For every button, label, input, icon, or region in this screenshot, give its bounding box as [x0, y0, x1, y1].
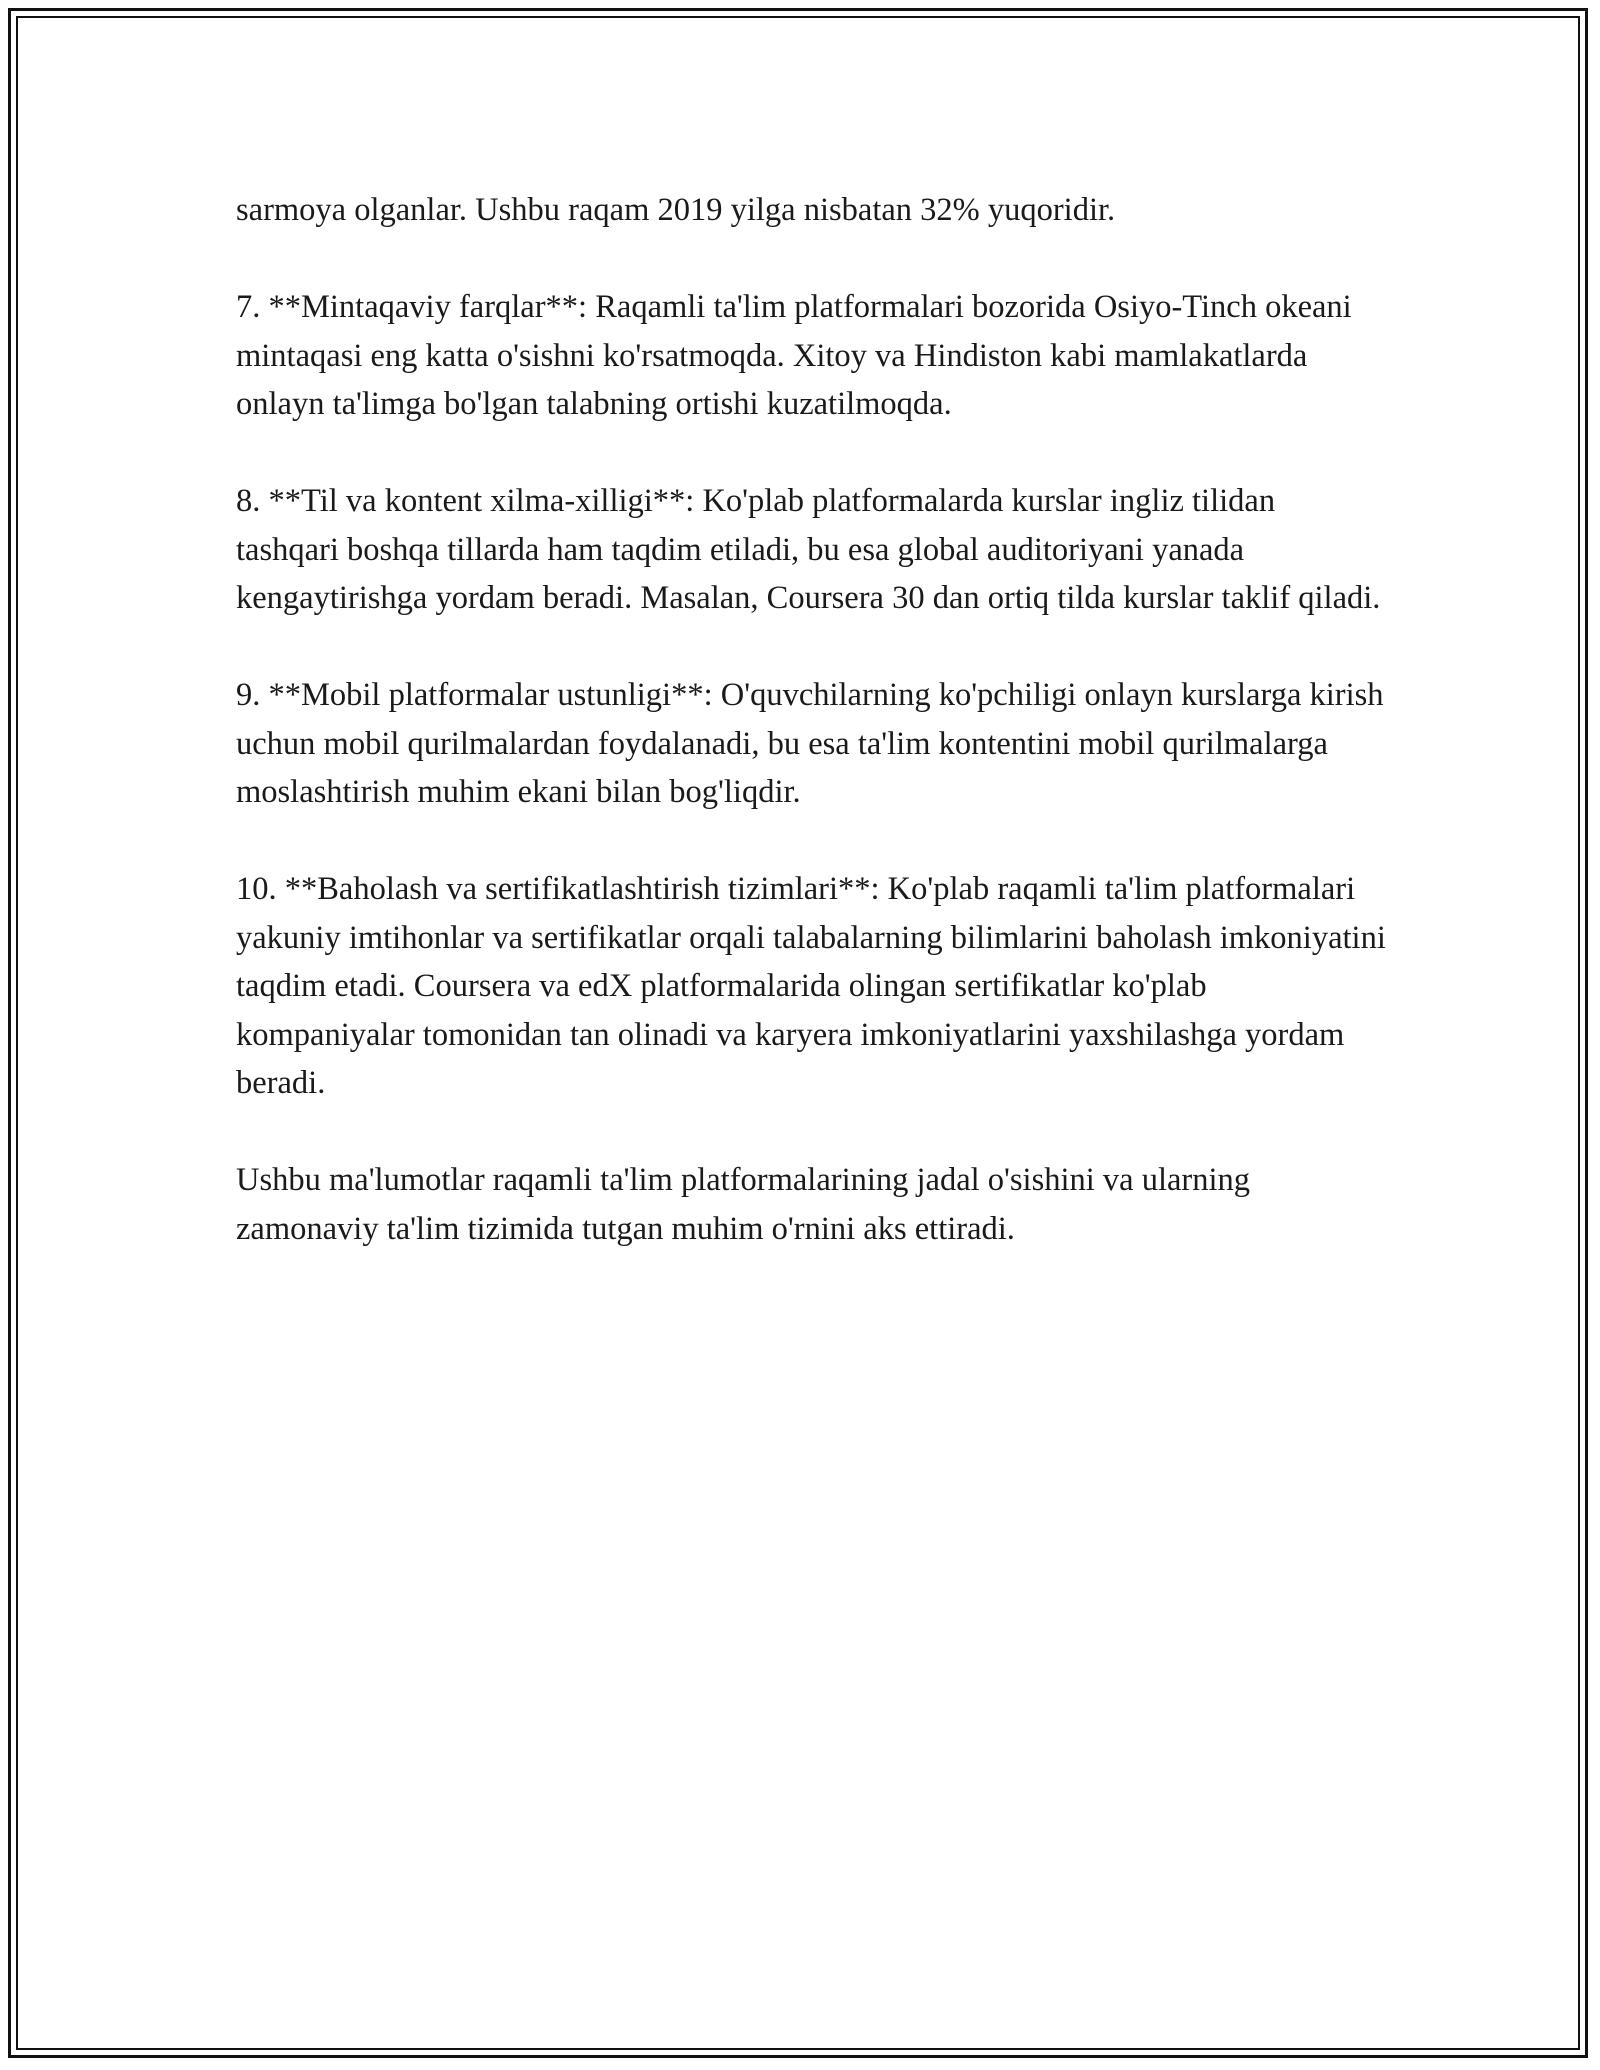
paragraph-continuation: sarmoya olganlar. Ushbu raqam 2019 yilga nisbatan 32% yuqoridir.: [236, 192, 1116, 228]
paragraph-item-7: 7. **Mintaqaviy farqlar**: Raqamli ta'lim platformalari bozorida Osiyo-Tinch okeani mintaqasi eng katta o'sishni ko'rsatmoqda. Xitoy va Hindiston kabi mamlakatlarda onlayn ta'limga bo'lgan talabning ortishi kuzatilmoqda.: [236, 289, 1352, 422]
paragraph-item-10: 10. **Baholash va sertifikatlashtirish tizimlari**: Ko'plab raqamli ta'lim platformalari yakuniy imtihonlar va sertifikatlar orqali talabalarning bilimlarini baholash imkoniyatini taqdim etadi. Coursera va edX platformalarida olingan sertifikatlar ko'plab kompaniyalar tomonidan tan olinadi va karyera imkoniyatlarini yaxshilashga yordam beradi.: [236, 871, 1386, 1101]
paragraph-item-8: 8. **Til va kontent xilma-xilligi**: Ko'plab platformalarda kurslar ingliz tilidan tashqari boshqa tillarda ham taqdim etiladi, bu esa global auditoriyani yanada kengaytirishga yordam beradi. Masalan, Coursera 30 dan ortiq tilda kurslar taklif qiladi.: [236, 483, 1381, 616]
document-body: [236, 186, 1386, 1302]
paragraph-item-9: 9. **Mobil platformalar ustunligi**: O'quvchilarning ko'pchiligi onlayn kurslarga kirish uchun mobil qurilmalardan foydalanadi, bu esa ta'lim kontentini mobil qurilmalarga moslashtirish muhim ekani bilan bog'liqdir.: [236, 677, 1384, 810]
paragraph-conclusion: Ushbu ma'lumotlar raqamli ta'lim platformalarining jadal o'sishini va ularning zamonaviy ta'lim tizimida tutgan muhim o'rnini aks ettiradi.: [236, 1162, 1251, 1247]
